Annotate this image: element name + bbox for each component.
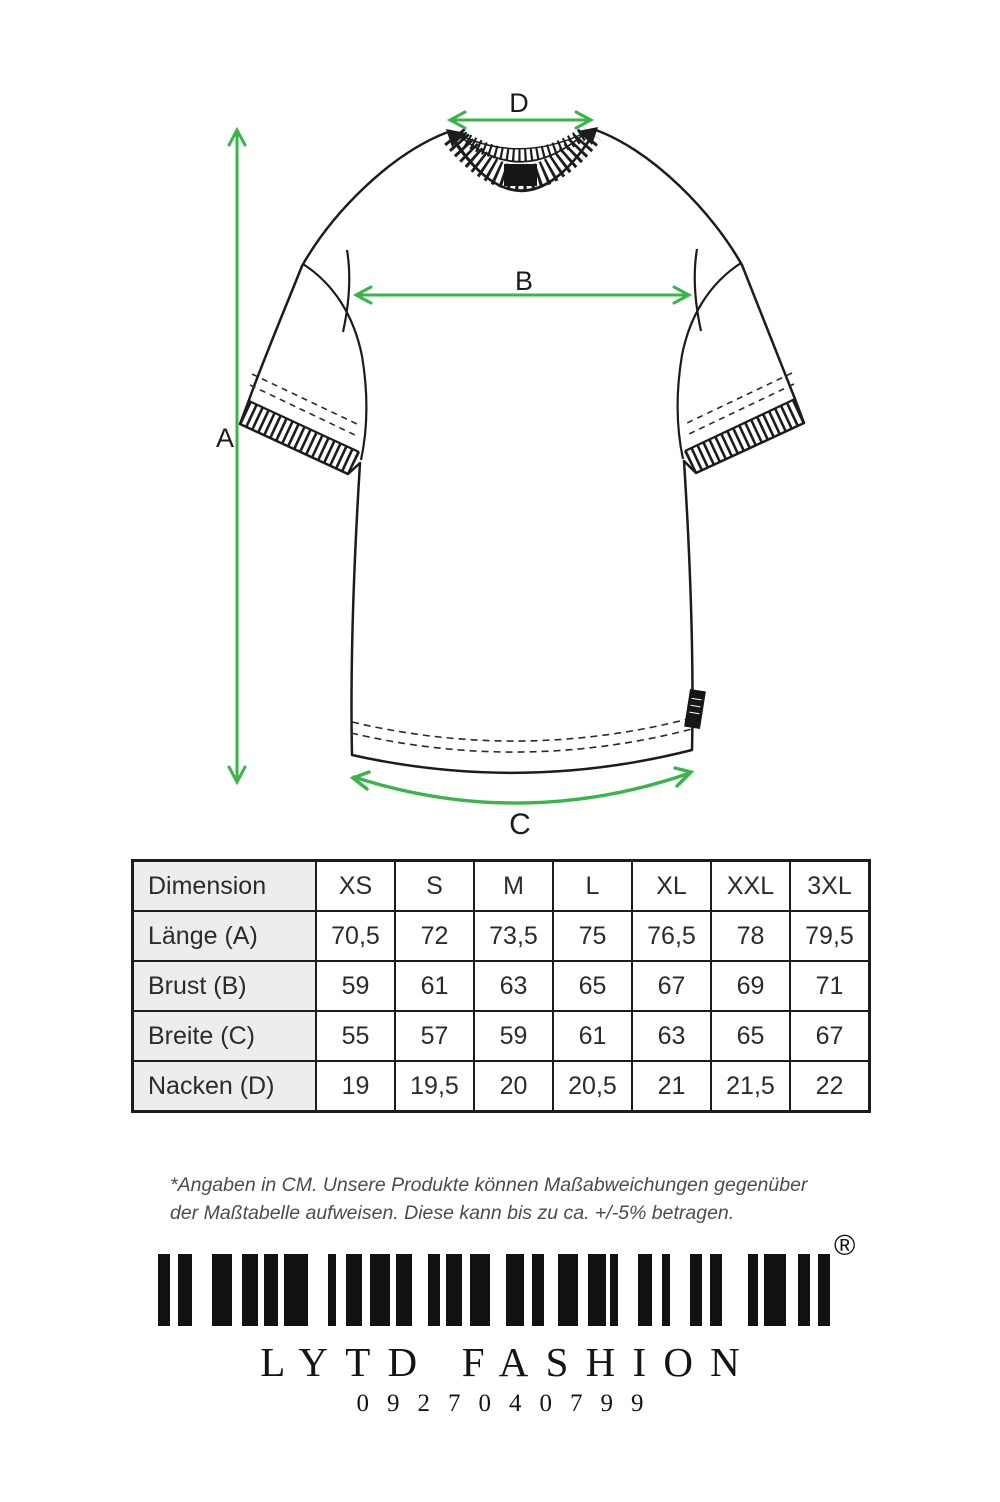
header-l: L: [553, 861, 632, 912]
barcode-bar: [242, 1254, 258, 1326]
disclaimer-line-1: *Angaben in CM. Unsere Produkte können Maßabweichungen gegenüber: [170, 1174, 808, 1196]
barcode-bar: [506, 1254, 524, 1326]
cell-value: 22: [790, 1061, 870, 1112]
barcode-bar: [396, 1254, 412, 1326]
barcode-bar: [690, 1254, 702, 1326]
header-s: S: [395, 861, 474, 912]
cell-value: 55: [316, 1011, 395, 1061]
brand-number: 0927040799: [356, 1390, 662, 1417]
row-label: Nacken (D): [133, 1061, 317, 1112]
label-chest-b: B: [514, 266, 534, 296]
barcode-bar: [710, 1254, 722, 1326]
barcode-bar: [212, 1254, 232, 1326]
row-label: Länge (A): [133, 911, 317, 961]
barcode-bar: [446, 1254, 462, 1326]
barcode-bar: [532, 1254, 544, 1326]
cell-value: 19,5: [395, 1061, 474, 1112]
cell-value: 20,5: [553, 1061, 632, 1112]
cell-value: 67: [790, 1011, 870, 1061]
disclaimer-line-2: der Maßtabelle aufweisen. Diese kann bis zu ca. +/-5% betragen.: [170, 1201, 735, 1224]
tshirt-silhouette: [240, 130, 804, 773]
cell-value: 59: [316, 961, 395, 1011]
table-header-row: [133, 861, 870, 912]
cell-value: 70,5: [316, 911, 395, 961]
cell-value: 20: [474, 1061, 553, 1112]
barcode: [158, 1254, 834, 1326]
barcode-bar: [370, 1254, 390, 1326]
barcode-bar: [328, 1254, 336, 1326]
cell-value: 69: [711, 961, 790, 1011]
cell-value: 21: [632, 1061, 711, 1112]
header-dimension: Dimension: [133, 861, 317, 912]
neck-label-tag: [504, 164, 537, 186]
cell-value: 57: [395, 1011, 474, 1061]
label-neck-d: D: [509, 88, 529, 118]
header-xs: XS: [316, 861, 395, 912]
length-arrow: [229, 130, 245, 782]
cell-value: 67: [632, 961, 711, 1011]
row-label: Breite (C): [133, 1011, 317, 1061]
barcode-bar: [662, 1254, 670, 1326]
header-3xl: 3XL: [790, 861, 870, 912]
cell-value: 63: [632, 1011, 711, 1061]
cell-value: 73,5: [474, 911, 553, 961]
cell-value: 65: [711, 1011, 790, 1061]
cell-value: 61: [553, 1011, 632, 1061]
cell-value: 21,5: [711, 1061, 790, 1112]
registered-trademark: ®: [834, 1230, 856, 1262]
barcode-bar: [638, 1254, 652, 1326]
barcode-bar: [264, 1254, 278, 1326]
size-table: [131, 859, 871, 1113]
barcode-bar: [610, 1254, 618, 1326]
barcode-bar: [558, 1254, 578, 1326]
cell-value: 59: [474, 1011, 553, 1061]
barcode-bar: [748, 1254, 758, 1326]
barcode-bar: [470, 1254, 490, 1326]
row-label: Brust (B): [133, 961, 317, 1011]
cell-value: 75: [553, 911, 632, 961]
cell-value: 63: [474, 961, 553, 1011]
barcode-bar: [764, 1254, 786, 1326]
cell-value: 71: [790, 961, 870, 1011]
cell-value: 61: [395, 961, 474, 1011]
table-row-nacken: [133, 1061, 870, 1112]
disclaimer-note: [170, 1172, 870, 1227]
barcode-bar: [346, 1254, 362, 1326]
table-row-laenge: [133, 911, 870, 961]
cell-value: 76,5: [632, 911, 711, 961]
barcode-bar: [798, 1254, 810, 1326]
brand-name: LYTD FASHION: [260, 1339, 757, 1385]
cell-value: 65: [553, 961, 632, 1011]
barcode-bar: [158, 1254, 170, 1326]
cell-value: 19: [316, 1061, 395, 1112]
table-row-breite: [133, 1011, 870, 1061]
label-length-a: A: [215, 423, 235, 453]
header-xl: XL: [632, 861, 711, 912]
cell-value: 72: [395, 911, 474, 961]
cell-value: 79,5: [790, 911, 870, 961]
barcode-bar: [178, 1254, 192, 1326]
barcode-bar: [818, 1254, 830, 1326]
header-xxl: XXL: [711, 861, 790, 912]
table-row-brust: [133, 961, 870, 1011]
barcode-bar: [588, 1254, 606, 1326]
barcode-bar: [284, 1254, 308, 1326]
header-m: M: [474, 861, 553, 912]
label-width-c: C: [509, 808, 531, 841]
cell-value: 78: [711, 911, 790, 961]
barcode-bar: [428, 1254, 440, 1326]
